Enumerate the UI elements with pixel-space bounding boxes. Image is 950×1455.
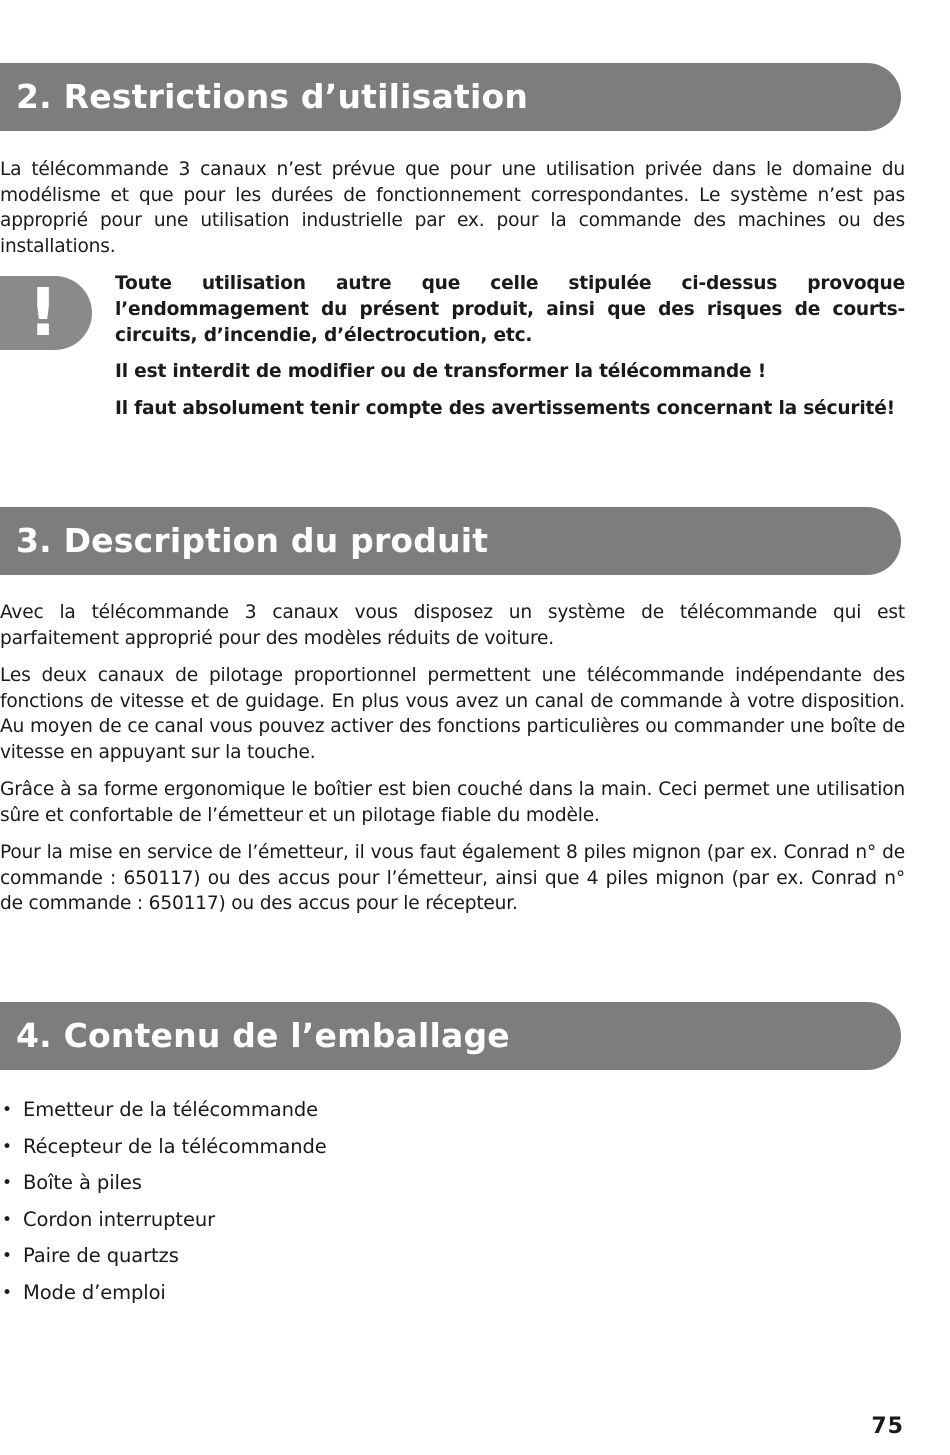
section-3-header-bar xyxy=(0,507,901,575)
warning-text-1: Toute utilisation autre que celle stipulée ci-dessus provoque l’endommagement du présent produit, ainsi que des risques de courts-circuits, d’incendie, d’électrocution, etc. xyxy=(115,273,905,346)
list-item: • Paire de quartzs xyxy=(0,1240,327,1277)
section-4-header-bar xyxy=(0,1002,901,1070)
section-2-header-bar xyxy=(0,63,901,131)
list-item: • Cordon interrupteur xyxy=(0,1204,327,1241)
exclamation-icon: ! xyxy=(27,274,59,351)
list-item: • Mode d’emploi xyxy=(0,1277,327,1314)
section-3-paragraph-1: Avec la télécommande 3 canaux vous disposez un système de télécommande qui est parfaitement approprié pour des modèles réduits de voiture. xyxy=(0,602,905,649)
section-2-title: 2. Restrictions d’utilisation xyxy=(16,77,529,116)
list-item: • Récepteur de la télécommande xyxy=(0,1131,327,1168)
warning-text-3: Il faut absolument tenir compte des avertissements concernant la sécurité! xyxy=(115,398,895,419)
section-3-paragraph-3: Grâce à sa forme ergonomique le boîtier est bien couché dans la main. Ceci permet une utilisation sûre et confortable de l’émetteur et un pilotage fiable du modèle. xyxy=(0,779,905,826)
section-3-paragraph-2: Les deux canaux de pilotage proportionnel permettent une télécommande indépendante des fonctions de vitesse et de guidage. En plus vous avez un canal de commande à votre disposition. Au moyen de ce canal vous pouvez activer des fonctions particulières ou commander une boîte de vitesse en appuyant sur la touche. xyxy=(0,665,905,763)
page-number: 75 xyxy=(871,1414,904,1439)
section-3-paragraph-4: Pour la mise en service de l’émetteur, il vous faut également 8 piles mignon (par ex. Conrad n° de commande : 650117) ou des accus pour l’émetteur, ainsi que 4 piles mignon (par ex. Conrad n° de commande : 650117) ou des accus pour le récepteur. xyxy=(0,842,905,914)
section-3-title: 3. Description du produit xyxy=(16,521,489,560)
warning-icon xyxy=(0,276,92,350)
section-4-title: 4. Contenu de l’emballage xyxy=(16,1016,510,1055)
package-contents-list xyxy=(0,1094,327,1314)
warning-text-2: Il est interdit de modifier ou de transformer la télécommande ! xyxy=(115,361,767,382)
list-item: • Boîte à piles xyxy=(0,1167,327,1204)
list-item: • Emetteur de la télécommande xyxy=(0,1094,327,1131)
section-2-paragraph: La télécommande 3 canaux n’est prévue que pour une utilisation privée dans le domaine du modélisme et que pour les durées de fonctionnement correspondantes. Le système n’est pas approprié pour une utilisation industrielle par ex. pour la commande des machines ou des installations. xyxy=(0,159,905,257)
